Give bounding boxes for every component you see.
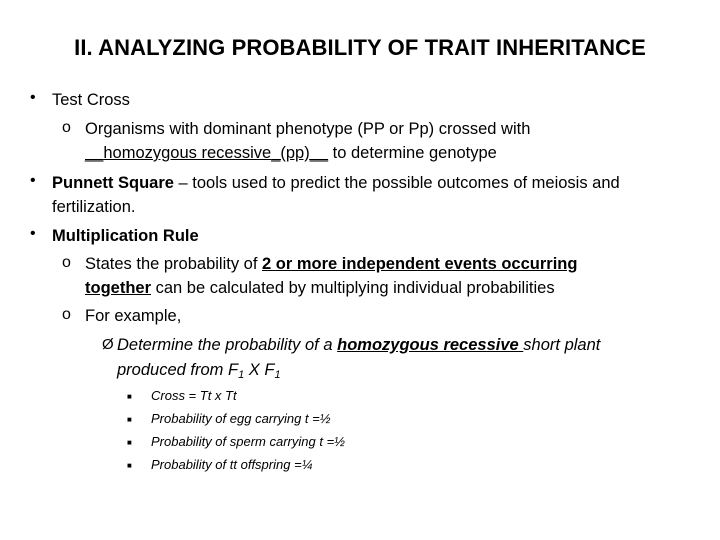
test-cross-blank-line (85, 143, 497, 163)
blank-answer: homozygous recessive (103, 144, 272, 162)
produced-pre: produced from F (117, 361, 239, 379)
arrow-bullet-icon: Ø (102, 336, 114, 353)
det-post: short plant (523, 336, 601, 354)
test-cross-purpose: to determine genotype (328, 144, 497, 162)
blank-lead: __ (85, 144, 104, 162)
square-bullet-icon: ■ (127, 461, 132, 470)
square-bullet-icon: ■ (127, 392, 132, 401)
mult-rule-heading: Multiplication Rule (52, 227, 199, 245)
sub-bullet-icon: o (62, 254, 71, 271)
bullet-icon: • (30, 225, 36, 242)
blank-tail: __ (309, 144, 329, 162)
det-bold: homozygous recessive (337, 336, 524, 354)
bullet-icon: • (30, 89, 36, 106)
det-pre: Determine the probability of a (117, 336, 338, 354)
for-example: For example, (85, 307, 182, 325)
sub-item: Probability of egg carrying t =½ (151, 411, 331, 426)
produced-line (117, 360, 281, 380)
together-term: together (85, 279, 151, 297)
bullet-icon: • (30, 172, 36, 189)
test-cross-description: Organisms with dominant phenotype (PP or Pp) crossed with (85, 120, 531, 138)
sub-item: Probability of sperm carrying t =½ (151, 434, 345, 449)
slide-title: II. ANALYZING PROBABILITY OF TRAIT INHERITANCE (74, 35, 646, 60)
sub-item: Probability of tt offspring =¼ (151, 457, 313, 472)
produced-mid: X F (244, 361, 275, 379)
punnett-line (52, 173, 620, 193)
punnett-dash: – (173, 174, 193, 192)
mult-rule-states (85, 254, 577, 274)
square-bullet-icon: ■ (127, 438, 132, 447)
sub-item: Cross = Tt x Tt (151, 388, 237, 403)
states-bold: 2 or more independent events occurring (262, 255, 578, 273)
punnett-description: tools used to predict the possible outcomes of meiosis and (192, 174, 620, 192)
punnett-heading: Punnett Square (52, 174, 174, 192)
determine-line (117, 335, 600, 355)
f1-subscript: 1 (238, 369, 245, 381)
states-pre: States the probability of (85, 255, 263, 273)
f1-subscript-2: 1 (274, 369, 281, 381)
mult-rule-states-cont (85, 278, 555, 298)
sub-bullet-icon: o (62, 306, 71, 323)
square-bullet-icon: ■ (127, 415, 132, 424)
punnett-description-cont: fertilization. (52, 198, 136, 216)
blank-genotype: _(pp) (271, 144, 310, 162)
states-post: can be calculated by multiplying individual probabilities (151, 279, 555, 297)
sub-bullet-icon: o (62, 119, 71, 136)
test-cross-heading: Test Cross (52, 91, 130, 109)
